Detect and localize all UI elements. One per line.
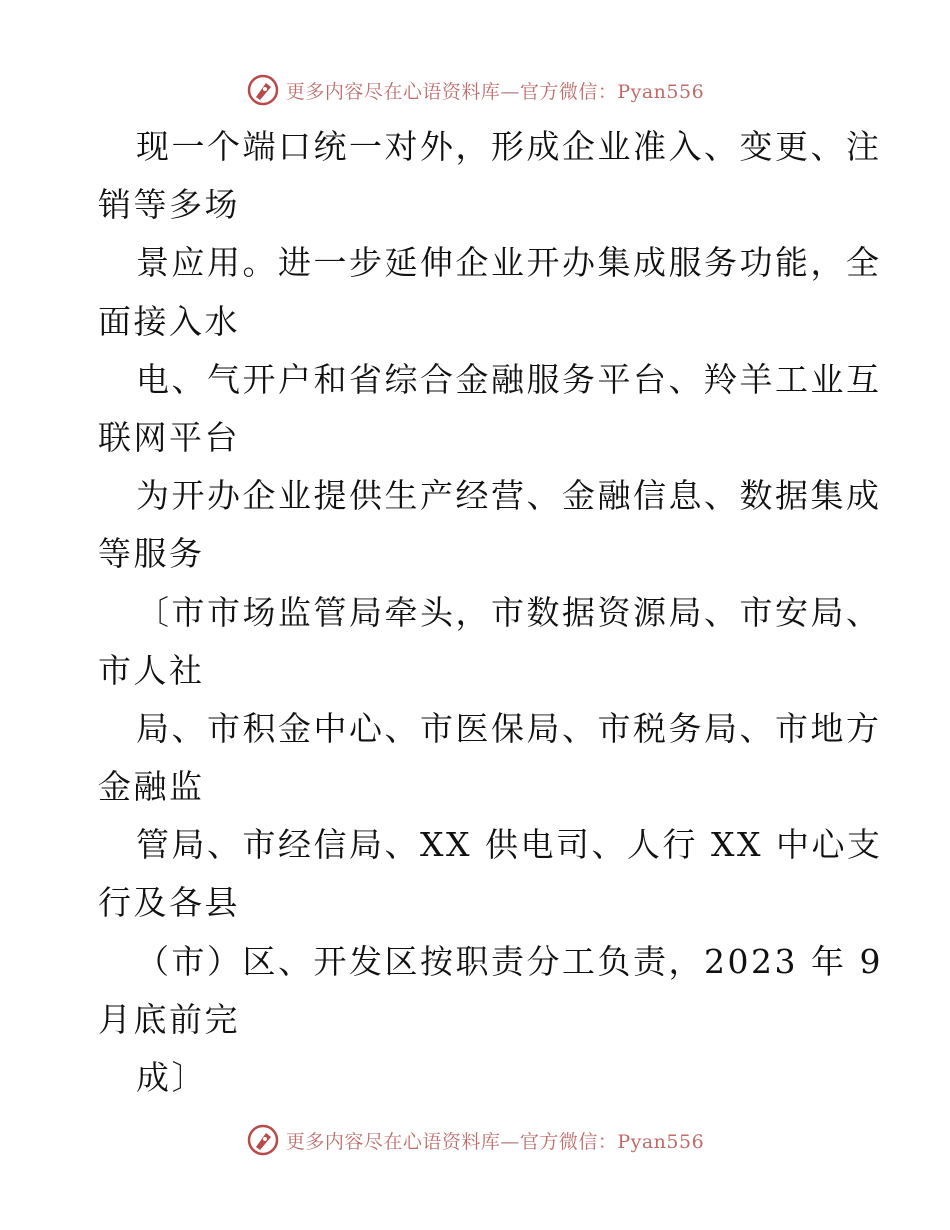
banner-wechat: 官方微信：Pyan556	[519, 80, 705, 103]
text-line: 面接入水	[98, 301, 240, 341]
banner-dash: —	[500, 1130, 520, 1153]
banner-text	[286, 1127, 704, 1154]
text-line: 成〕	[136, 1058, 207, 1097]
text-line: 〔市市场监管局牵头，市数据资源局、市安局、	[136, 592, 882, 632]
pen-nib-icon	[246, 1123, 280, 1157]
text-line: 联网平台	[98, 417, 240, 457]
pen-nib-icon	[246, 73, 280, 107]
banner-wechat: 官方微信：Pyan556	[519, 1130, 705, 1153]
text-line: 景应用。进一步延伸企业开办集成服务功能，全	[136, 243, 882, 283]
text-line: 为开办企业提供生产经营、金融信息、数据集成	[136, 476, 882, 516]
text-line: 管局、市经信局、XX 供电司、人行 XX 中心支	[136, 825, 883, 865]
text-line: 等服务	[98, 534, 205, 574]
banner-dash: —	[500, 80, 520, 103]
footer-banner	[0, 1120, 950, 1160]
text-line: 市人社	[98, 650, 205, 690]
text-line: 电、气开户和省综合金融服务平台、羚羊工业互	[136, 359, 882, 399]
text-line: （市）区、开发区按职责分工负责，2023 年 9	[136, 941, 883, 981]
text-line: 销等多场	[98, 185, 240, 225]
text-line: 行及各县	[98, 883, 240, 923]
banner-text	[286, 77, 704, 104]
text-line: 现一个端口统一对外，形成企业准入、变更、注	[136, 127, 882, 166]
header-banner	[0, 70, 950, 110]
text-line: 月底前完	[98, 999, 240, 1039]
banner-title: 更多内容尽在心语资料库	[285, 1130, 501, 1153]
banner-title: 更多内容尽在心语资料库	[285, 80, 501, 103]
text-line: 局、市积金中心、市医保局、市税务局、市地方	[136, 708, 882, 748]
text-line: 金融监	[98, 767, 205, 807]
document-body	[98, 118, 883, 1107]
